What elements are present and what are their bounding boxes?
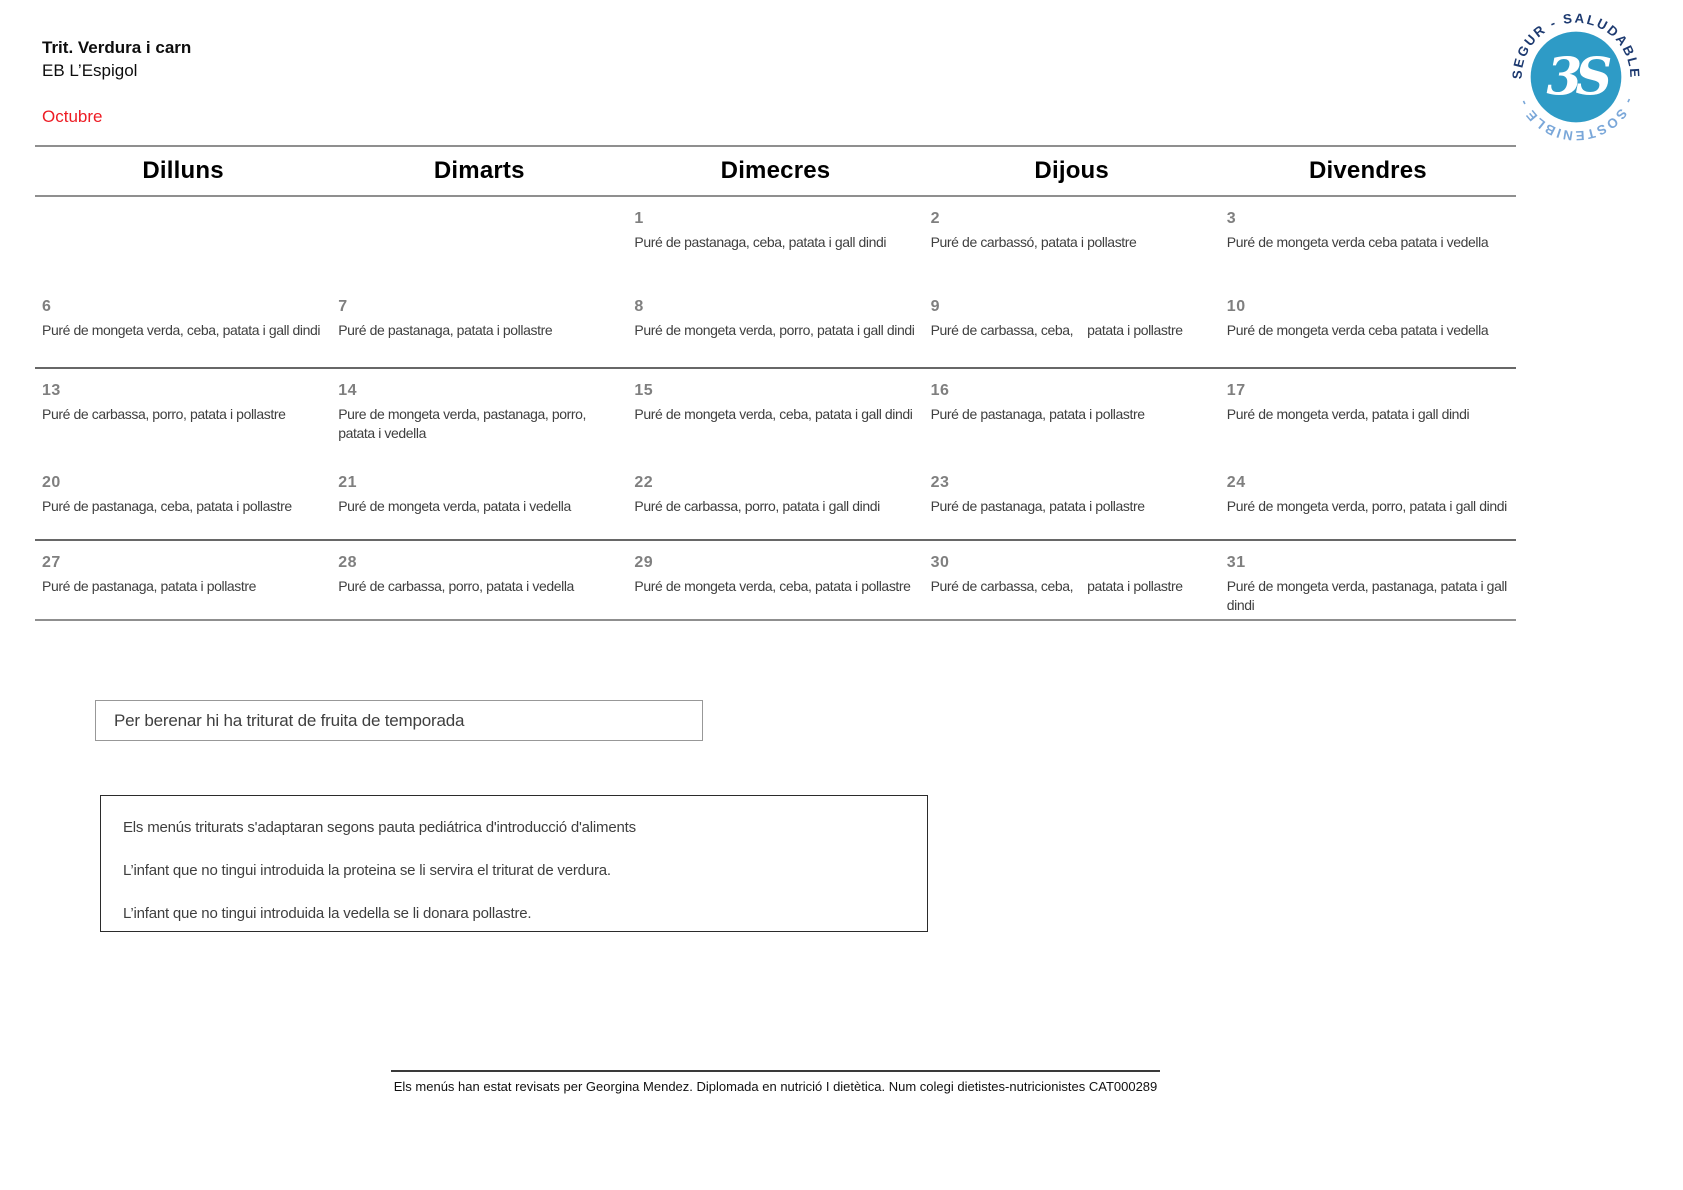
school-name: EB L’Espigol xyxy=(42,61,138,80)
calendar-cell-day-22 xyxy=(627,461,923,539)
footer xyxy=(35,1070,1516,1096)
day-number: 3 xyxy=(1226,210,1237,227)
day-header-tuesday: Dimarts xyxy=(433,157,525,184)
day-number: 9 xyxy=(930,298,940,315)
menu-text: Puré de pastanaga, ceba, patata i pollastre xyxy=(42,498,292,514)
calendar-cell-day-17 xyxy=(1220,369,1516,461)
calendar-cell-day-7 xyxy=(331,285,627,367)
day-number: 14 xyxy=(338,382,357,399)
menu-text: Puré de mongeta verda ceba patata i vedella xyxy=(1226,322,1489,338)
menu-text: Puré de pastanaga, patata i pollastre xyxy=(930,406,1145,422)
calendar-week-3 xyxy=(35,367,1516,461)
info-note-box xyxy=(100,795,928,932)
menu-text: Puré de pastanaga, patata i pollastre xyxy=(42,578,257,594)
info-note-line-3: L’infant que no tingui introduida la vedella se li donara pollastre. xyxy=(123,905,532,922)
calendar-cell-day-28 xyxy=(331,541,627,619)
menu-text: Puré de pastanaga, patata i pollastre xyxy=(930,498,1145,514)
calendar-header-row xyxy=(35,145,1516,197)
day-number: 24 xyxy=(1226,474,1246,491)
day-number: 20 xyxy=(42,474,61,491)
day-number: 2 xyxy=(930,210,940,227)
day-number: 28 xyxy=(338,554,357,571)
menu-text: Puré de carbassó, patata i pollastre xyxy=(930,234,1137,250)
day-number: 13 xyxy=(42,382,61,399)
calendar-cell-day-9 xyxy=(924,285,1220,367)
page-title: Trit. Verdura i carn xyxy=(42,38,192,57)
menu-text: Puré de mongeta verda, ceba, patata i gall dindi xyxy=(634,406,913,422)
menu-text: Puré de mongeta verda, patata i gall dindi xyxy=(1226,406,1470,422)
menu-text: Puré de mongeta verda, pastanaga, patata i gall dindi xyxy=(1226,578,1511,613)
calendar-cell-day-10 xyxy=(1220,285,1516,367)
calendar-week-1 xyxy=(35,197,1516,285)
calendar-cell-day-14 xyxy=(331,369,627,461)
calendar-cell-day-24 xyxy=(1220,461,1516,539)
footer-note: Els menús han estat revisats per Georgina Mendez. Diplomada en nutrició I dietètica. Num colegi dietistes-nutricionistes CAT000289 xyxy=(391,1070,1161,1094)
menu-text: Puré de carbassa, porro, patata i pollastre xyxy=(42,406,286,422)
calendar-cell-day-15 xyxy=(627,369,923,461)
calendar xyxy=(35,145,1516,621)
month-label: Octubre xyxy=(42,107,103,126)
calendar-cell-day-31 xyxy=(1220,541,1516,619)
day-number: 22 xyxy=(634,474,654,491)
menu-text: Puré de pastanaga, ceba, patata i gall dindi xyxy=(634,234,887,250)
calendar-cell-day-30 xyxy=(924,541,1220,619)
info-note-line-2: L’infant que no tingui introduida la proteina se li servira el triturat de verdura. xyxy=(123,862,611,879)
day-number: 6 xyxy=(42,298,52,315)
day-number: 1 xyxy=(634,210,644,227)
calendar-cell-day-20 xyxy=(35,461,331,539)
day-header-thursday: Dijous xyxy=(1034,157,1109,184)
day-number: 21 xyxy=(338,474,357,491)
calendar-cell-day-29 xyxy=(627,541,923,619)
menu-text: Puré de mongeta verda, porro, patata i gall dindi xyxy=(634,322,915,338)
snack-note-text: Per berenar hi ha triturat de fruita de temporada xyxy=(114,710,465,730)
calendar-cell-day-13 xyxy=(35,369,331,461)
menu-text: Puré de carbassa, ceba, patata i pollastre xyxy=(930,322,1183,338)
menu-text: Puré de carbassa, porro, patata i vedella xyxy=(338,578,574,594)
segur-saludable-sostenible-logo-icon xyxy=(1507,8,1645,146)
day-header-wednesday: Dimecres xyxy=(720,157,831,184)
calendar-cell-empty xyxy=(35,197,331,285)
day-number: 16 xyxy=(930,382,950,399)
logo-monogram: 3S xyxy=(1546,47,1606,108)
menu-text: Puré de mongeta verda, ceba, patata i pollastre xyxy=(634,578,911,594)
calendar-cell-day-6 xyxy=(35,285,331,367)
menu-text: Puré de pastanaga, patata i pollastre xyxy=(338,322,553,338)
logo-ring-bottom-text: - SOSTENIBLE - xyxy=(1514,95,1638,144)
calendar-cell-day-23 xyxy=(924,461,1220,539)
logo-ring-top-text: SEGUR - SALUDABLE xyxy=(1509,10,1643,80)
calendar-cell-day-21 xyxy=(331,461,627,539)
info-note-line-1: Els menús triturats s'adaptaran segons pauta pediátrica d'introducció d'aliments xyxy=(123,819,636,836)
day-number: 31 xyxy=(1226,554,1246,571)
menu-text: Pure de mongeta verda, pastanaga, porro, patata i vedella xyxy=(338,406,590,441)
menu-text: Puré de mongeta verda ceba patata i vedella xyxy=(1226,234,1489,250)
day-header-friday: Divendres xyxy=(1308,157,1427,184)
day-number: 10 xyxy=(1226,298,1246,315)
snack-note-box xyxy=(95,700,703,741)
menu-text: Puré de mongeta verda, ceba, patata i gall dindi xyxy=(42,322,321,338)
day-number: 8 xyxy=(634,298,644,315)
menu-text: Puré de mongeta verda, porro, patata i gall dindi xyxy=(1226,498,1507,514)
calendar-cell-day-1 xyxy=(627,197,923,285)
day-header-monday: Dilluns xyxy=(142,157,224,184)
calendar-cell-day-16 xyxy=(924,369,1220,461)
day-number: 7 xyxy=(338,298,348,315)
calendar-cell-day-8 xyxy=(627,285,923,367)
menu-text: Puré de mongeta verda, patata i vedella xyxy=(338,498,571,514)
menu-text: Puré de carbassa, porro, patata i gall dindi xyxy=(634,498,880,514)
calendar-week-4 xyxy=(35,461,1516,539)
calendar-cell-day-27 xyxy=(35,541,331,619)
calendar-cell-empty xyxy=(331,197,627,285)
header xyxy=(42,36,191,82)
calendar-cell-day-2 xyxy=(924,197,1220,285)
calendar-cell-day-3 xyxy=(1220,197,1516,285)
day-number: 23 xyxy=(930,474,950,491)
calendar-week-5 xyxy=(35,539,1516,621)
calendar-week-2 xyxy=(35,285,1516,367)
day-number: 29 xyxy=(634,554,654,571)
day-number: 15 xyxy=(634,382,654,399)
day-number: 17 xyxy=(1226,382,1246,399)
day-number: 30 xyxy=(930,554,950,571)
day-number: 27 xyxy=(42,554,61,571)
menu-text: Puré de carbassa, ceba, patata i pollastre xyxy=(930,578,1183,594)
